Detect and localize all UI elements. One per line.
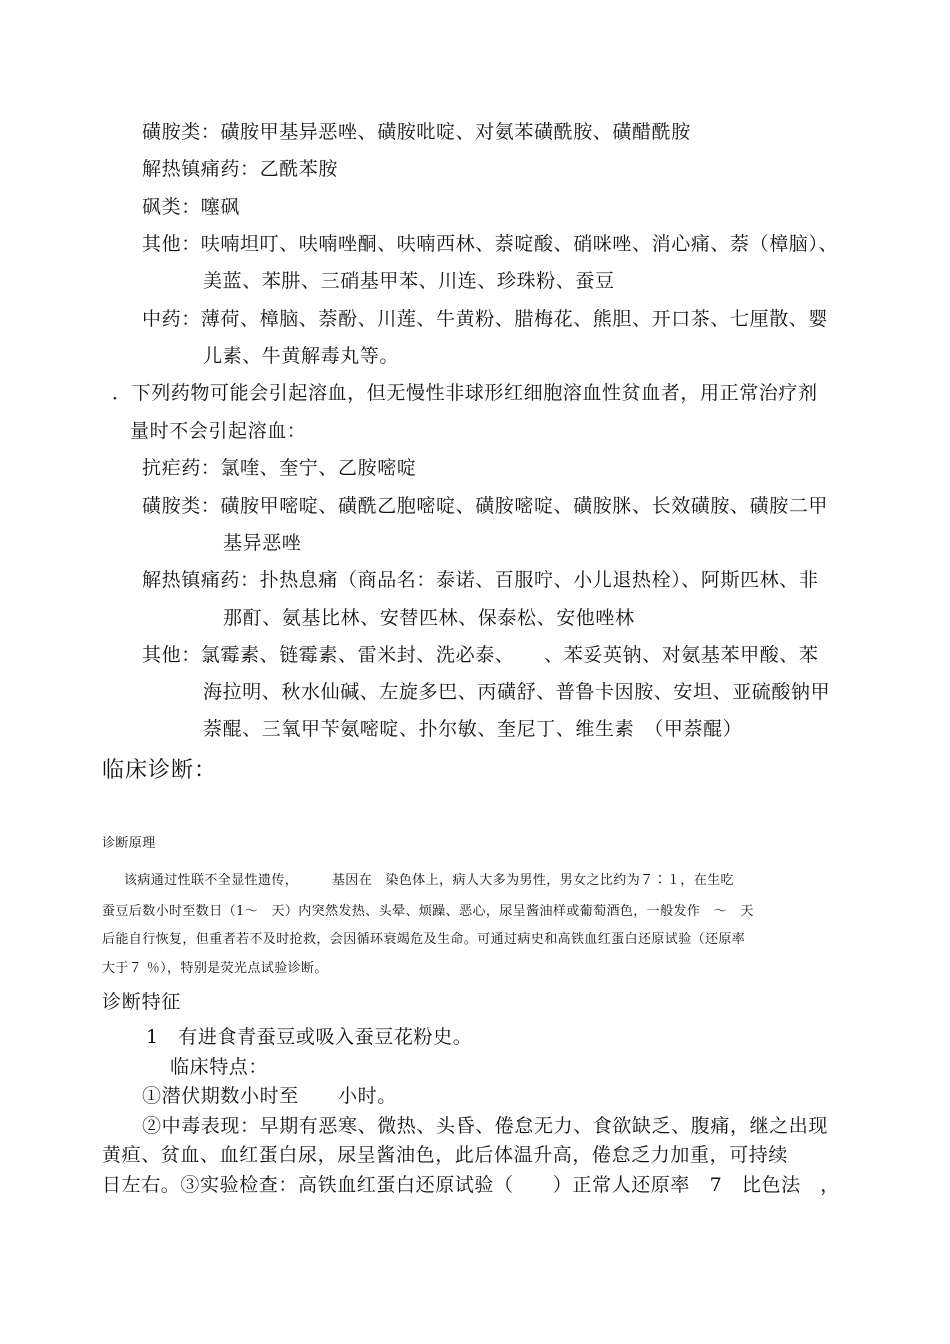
point2-line-2: 量时不会引起溶血： [130,420,307,442]
antipyretic2-line-2: 那酊、氨基比林、安替匹林、保泰松、安他唑林 [223,607,635,629]
toxic-line-1: ②中毒表现：早期有恶寒、微热、头昏、倦怠无力、食欲缺乏、腹痛，继之出现 [142,1115,829,1137]
principle-line-4: 大于７ ％），特别是荧光点试验诊断。 [102,961,328,976]
point2-line-1: ．下列药物可能会引起溶血，但无慢性非球形红细胞溶血性贫血者，用正常治疗剂 [112,382,818,404]
incubation-line: ①潜伏期数小时至 小时。 [142,1085,397,1107]
tcm-line-2: 儿素、牛黄解毒丸等。 [203,345,400,367]
features-title: 诊断特征 [102,991,182,1013]
toxic-line-2: 黄疸、贫血、血红蛋白尿，尿呈酱油色，此后体温升高，倦怠乏力加重，可持续 [102,1144,789,1166]
sulfonamide-line: 磺胺类：磺胺甲基异恶唑、磺胺吡啶、对氨苯磺酰胺、磺醋酰胺 [142,121,691,143]
tcm-line-1: 中药：薄荷、樟脑、萘酚、川莲、牛黄粉、腊梅花、熊胆、开口茶、七厘散、婴 [142,308,829,330]
antimalarial-line: 抗疟药：氯喹、奎宁、乙胺嘧啶 [142,457,417,479]
antipyretic2-line-1: 解热镇痛药：扑热息痛（商品名：泰诺、百服咛、小儿退热栓）、阿斯匹林、非 [142,569,819,591]
sulfone-line: 砜类：噻砜 [142,196,241,218]
sulfa2-line-1: 磺胺类：磺胺甲嘧啶、磺酰乙胞嘧啶、磺胺嘧啶、磺胺脒、长效磺胺、磺胺二甲 [142,495,829,517]
principle-line-1: 该病通过性联不全显性遗传， 基因在 染色体上，病人大多为男性，男女之比约为７∶１，在生吃 [124,873,734,888]
toxic-line-3: 日左右。③实验检查：高铁血红蛋白还原试验（ ）正常人还原率 7 比色法 ， [102,1174,840,1196]
antipyretic-line: 解热镇痛药：乙酰苯胺 [142,158,339,180]
principle-line-2: 蚕豆后数小时至数日（1～ 天）内突然发热、头晕、烦躁、恶心，尿呈酱油样或葡萄酒色，一般发作 ～ 天 [102,904,754,919]
other-drugs-line-2: 美蓝、苯肼、三硝基甲苯、川连、珍珠粉、蚕豆 [203,270,615,292]
sulfa2-line-2: 基异恶唑 [223,532,302,554]
feature-1: 1 有进食青蚕豆或吸入蚕豆花粉史。 [146,1026,473,1048]
clinical-diagnosis-heading: 临床诊断： [102,758,218,783]
principle-title: 诊断原理 [102,836,156,851]
feature-clinical-label: 临床特点： [170,1056,269,1078]
other2-line-2: 海拉明、秋水仙碱、左旋多巴、丙磺舒、普鲁卡因胺、安坦、亚硫酸钠甲 [203,681,831,703]
other2-line-1: 其他：氯霉素、链霉素、雷米封、洗必泰、 、苯妥英钠、对氨基苯甲酸、苯 [142,644,819,666]
other-drugs-line-1: 其他：呋喃坦叮、呋喃唑酮、呋喃西林、萘啶酸、硝咪唑、消心痛、萘（樟脑）、 [142,233,839,255]
principle-line-3: 后能自行恢复，但重者若不及时抢救，会因循环衰竭危及生命。可通过病史和高铁血红蛋白还原试验（还原率 [102,932,746,947]
other2-line-3: 萘醌、三氧甲苄氨嘧啶、扑尔敏、奎尼丁、维生素 （甲萘醌） [203,718,743,740]
